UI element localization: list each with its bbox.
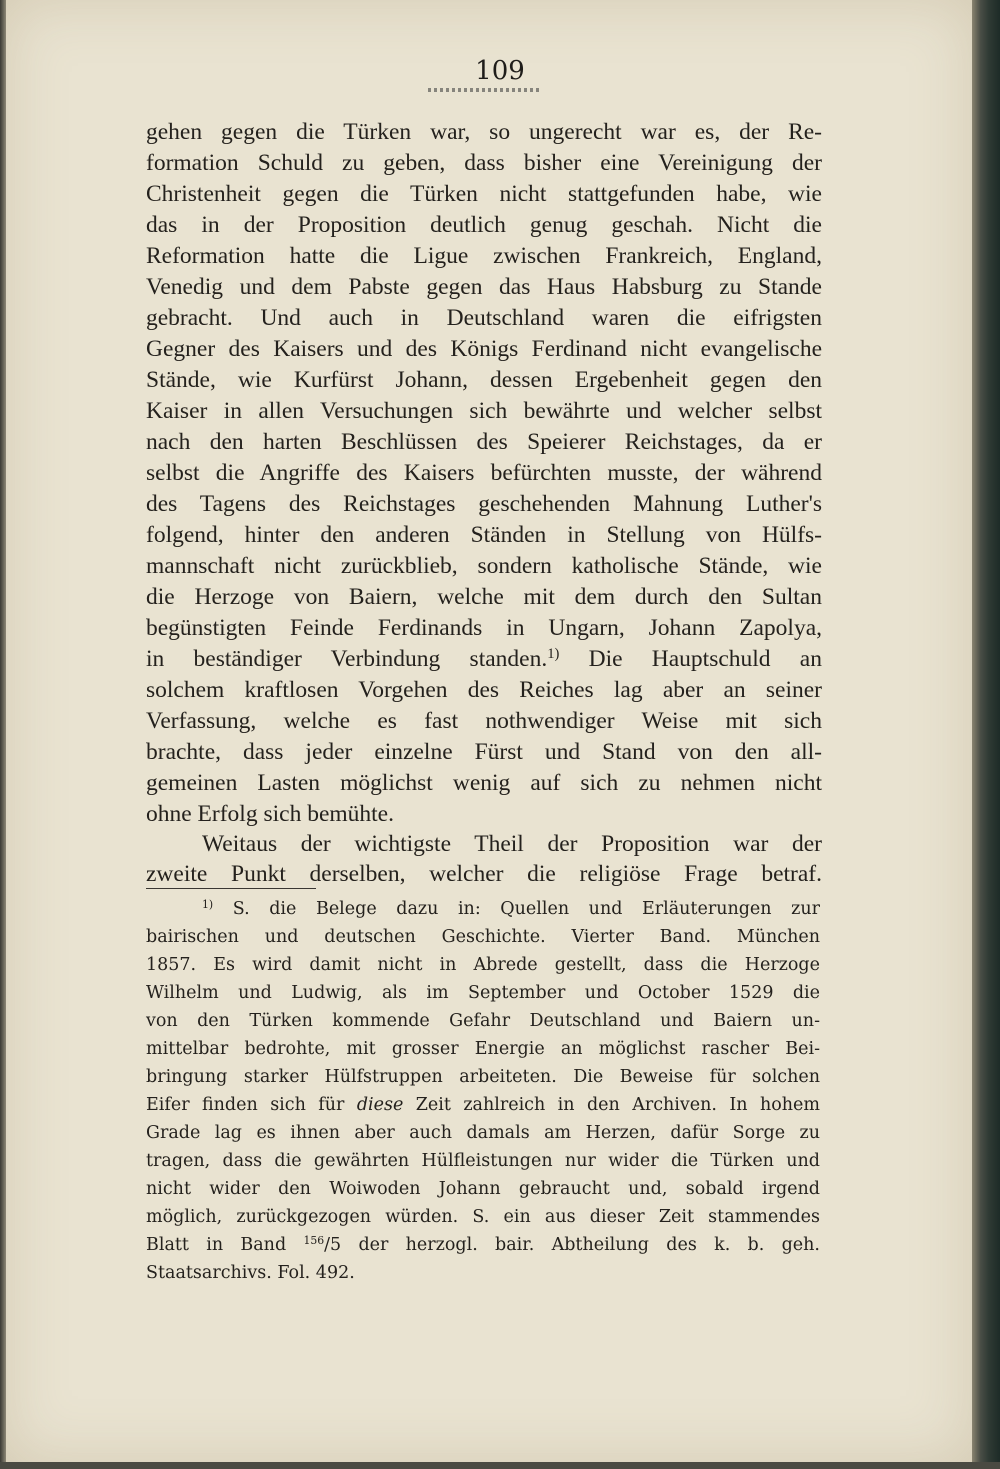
body-line: Christenheit gegen die Türken nicht stattgefunden habe, wie [146, 181, 822, 207]
body-line-with-footnote-ref [146, 644, 822, 674]
body-text: Die Hauptschuld an [559, 646, 822, 672]
footnote-line: mittelbar bedrohte, mit grosser Energie an möglichst rascher Bei- [146, 1039, 820, 1059]
footnote-text: Zeit zahlreich in den Archiven. In hohem [403, 1095, 821, 1115]
footnote-line: tragen, dass die gewährten Hülfleistungen nur wider die Türken und [146, 1151, 820, 1171]
footnote-line [202, 895, 820, 923]
footnote-line: bringung starker Hülfstruppen arbeiteten. Die Beweise für solchen [146, 1067, 820, 1087]
footnote-line: nicht wider den Woiwoden Johann gebraucht und, sobald irgend [146, 1179, 820, 1199]
book-bottom-edge [0, 1462, 1000, 1469]
body-line: Kaiser in allen Versuchungen sich bewährte und welcher selbst [146, 398, 822, 424]
body-line: nach den harten Beschlüssen des Speierer Reichstages, da er [146, 429, 822, 455]
footnote-text: der herzogl. bair. Abtheilung des k. b. geh. [341, 1235, 820, 1255]
footnote-line [146, 1091, 820, 1119]
body-line: solchem kraftlosen Vorgehen des Reiches lag aber an seiner [146, 677, 822, 703]
footnote-reference[interactable]: 1) [547, 646, 560, 662]
body-line: selbst die Angriffe des Kaisers befürchten musste, der während [146, 460, 822, 486]
body-line: ohne Erfolg sich bemühte. [146, 801, 394, 827]
body-line: Gegner des Kaisers und des Königs Ferdinand nicht evangelische [146, 336, 822, 362]
footnote-text: Eifer finden sich für [146, 1095, 345, 1115]
footnote-line: Wilhelm und Ludwig, als im September und October 1529 die [146, 983, 820, 1003]
body-line: die Herzoge von Baiern, welche mit dem durch den Sultan [146, 584, 822, 610]
body-text: in beständiger Verbindung standen. [146, 646, 548, 672]
body-line: gemeinen Lasten möglichst wenig auf sich zu nehmen nicht [146, 770, 822, 796]
body-line: gehen gegen die Türken war, so ungerecht war es, der Re- [146, 119, 822, 145]
footnote-line: von den Türken kommende Gefahr Deutschland und Baiern un- [146, 1011, 820, 1031]
page-number: 109 [475, 56, 525, 86]
footnote-line: bairischen und deutschen Geschichte. Vierter Band. München [146, 927, 820, 947]
footnote-line: Grade lag es ihnen aber auch damals am Herzen, dafür Sorge zu [146, 1123, 820, 1143]
footnote-marker: 1) [202, 898, 214, 912]
body-line: Stände, wie Kurfürst Johann, dessen Ergebenheit gegen den [146, 367, 822, 393]
footnote-italic-word: diese [356, 1095, 404, 1115]
footnote-line [146, 1231, 820, 1259]
body-line: brachte, dass jeder einzelne Fürst und Stand von den all- [146, 739, 822, 765]
book-cover-edge [972, 0, 1000, 1469]
footnote-separator [146, 888, 316, 889]
volume-fraction: /5 [324, 1235, 342, 1255]
footnote-text: S. die Belege dazu in: Quellen und Erläuterungen zur [213, 899, 820, 919]
body-line: gebracht. Und auch in Deutschland waren die eifrigsten [146, 305, 822, 331]
body-line: Venedig und dem Pabste gegen das Haus Habsburg zu Stande [146, 274, 822, 300]
body-line: begünstigten Feinde Ferdinands in Ungarn, Johann Zapolya, [146, 615, 822, 641]
body-line: folgend, hinter den anderen Ständen in Stellung von Hülfs- [146, 522, 822, 548]
body-line: formation Schuld zu geben, dass bisher eine Vereinigung der [146, 150, 822, 176]
body-line: Reformation hatte die Ligue zwischen Frankreich, England, [146, 243, 822, 269]
page-number-rule [428, 88, 540, 92]
footnote-line: 1857. Es wird damit nicht in Abrede gestellt, dass die Herzoge [146, 955, 820, 975]
body-line: mannschaft nicht zurückblieb, sondern katholische Stände, wie [146, 553, 822, 579]
footnote-line: Staatsarchivs. Fol. 492. [146, 1263, 355, 1283]
volume-superscript: 156 [303, 1234, 325, 1248]
body-line: des Tagens des Reichstages geschehenden Mahnung Luther's [146, 491, 822, 517]
body-line-paragraph-start: Weitaus der wichtigste Theil der Proposition war der [202, 831, 822, 857]
footnote-text: Blatt in Band [146, 1235, 287, 1255]
body-line: das in der Proposition deutlich genug geschah. Nicht die [146, 212, 822, 238]
body-line: Verfassung, welche es fast nothwendiger Weise mit sich [146, 708, 822, 734]
body-line: zweite Punkt derselben, welcher die religiöse Frage betraf. [146, 861, 822, 887]
footnote-line: möglich, zurückgezogen würden. S. ein aus dieser Zeit stammendes [146, 1207, 820, 1227]
